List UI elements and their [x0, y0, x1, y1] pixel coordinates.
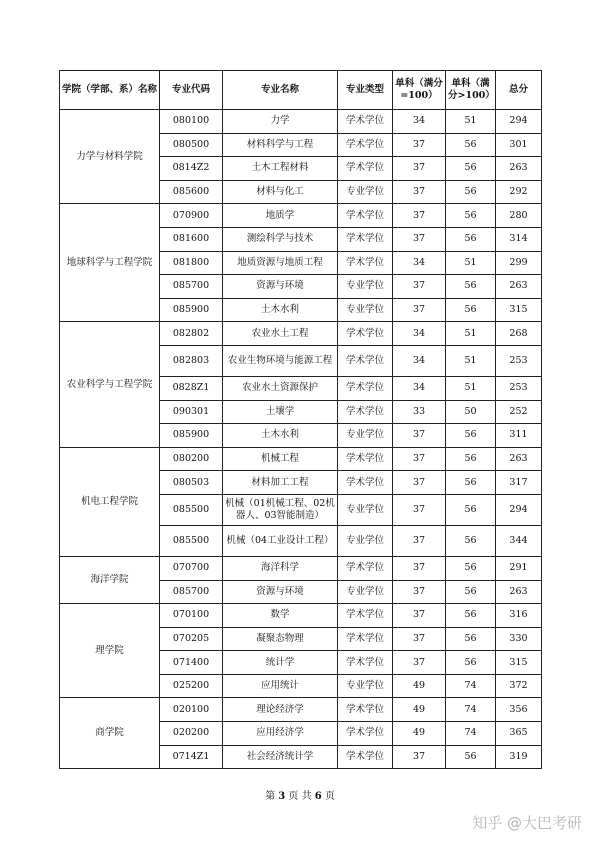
single-score-100: 34 [393, 110, 446, 134]
major-code: 085700 [160, 275, 223, 299]
major-name: 资源与环境 [223, 580, 338, 604]
major-type: 学术学位 [338, 604, 393, 628]
single-score-100: 34 [393, 322, 446, 346]
college-name: 海洋学院 [60, 556, 160, 603]
major-type: 学术学位 [338, 251, 393, 275]
score-table [59, 70, 542, 769]
total-score: 372 [496, 674, 542, 698]
single-score-100: 37 [393, 204, 446, 228]
major-name: 土木水利 [223, 298, 338, 322]
major-type: 学术学位 [338, 745, 393, 769]
major-name: 材料科学与工程 [223, 133, 338, 157]
single-score-over-100: 74 [446, 674, 496, 698]
single-score-over-100: 56 [446, 556, 496, 580]
single-score-over-100: 56 [446, 627, 496, 651]
footer-middle: 页 共 [288, 791, 312, 802]
table-row [60, 322, 542, 346]
major-code: 085900 [160, 424, 223, 448]
major-code: 085700 [160, 580, 223, 604]
major-code: 020100 [160, 698, 223, 722]
major-code: 080100 [160, 110, 223, 134]
major-type: 学术学位 [338, 556, 393, 580]
major-code: 0814Z2 [160, 157, 223, 181]
total-score: 315 [496, 651, 542, 675]
major-code: 085500 [160, 525, 223, 556]
table-row [60, 604, 542, 628]
header-type: 专业类型 [338, 71, 393, 110]
table-header-row [60, 71, 542, 110]
table-row [60, 447, 542, 471]
major-code: 080500 [160, 133, 223, 157]
single-score-over-100: 56 [446, 133, 496, 157]
single-score-over-100: 56 [446, 275, 496, 299]
single-score-100: 37 [393, 627, 446, 651]
single-score-100: 34 [393, 376, 446, 400]
total-score: 315 [496, 298, 542, 322]
major-type: 专业学位 [338, 494, 393, 525]
total-score: 317 [496, 471, 542, 495]
single-score-100: 37 [393, 424, 446, 448]
major-code: 082803 [160, 345, 223, 376]
total-score: 319 [496, 745, 542, 769]
single-score-over-100: 56 [446, 447, 496, 471]
major-name: 土木工程材料 [223, 157, 338, 181]
page-footer [0, 787, 600, 802]
single-score-100: 34 [393, 251, 446, 275]
single-score-over-100: 56 [446, 525, 496, 556]
total-score: 263 [496, 580, 542, 604]
total-score: 263 [496, 447, 542, 471]
single-score-over-100: 51 [446, 110, 496, 134]
single-score-100: 37 [393, 133, 446, 157]
major-name: 凝聚态物理 [223, 627, 338, 651]
total-score: 311 [496, 424, 542, 448]
total-score: 292 [496, 180, 542, 204]
single-score-over-100: 56 [446, 298, 496, 322]
major-code: 090301 [160, 400, 223, 424]
header-college: 学院（学部、系）名称 [60, 71, 160, 110]
college-name: 地球科学与工程学院 [60, 204, 160, 322]
header-code: 专业代码 [160, 71, 223, 110]
college-name: 农业科学与工程学院 [60, 322, 160, 447]
major-type: 学术学位 [338, 627, 393, 651]
single-score-over-100: 51 [446, 251, 496, 275]
footer-suffix: 页 [324, 791, 335, 802]
major-name: 测绘科学与技术 [223, 227, 338, 251]
single-score-100: 37 [393, 471, 446, 495]
major-type: 学术学位 [338, 376, 393, 400]
major-type: 专业学位 [338, 424, 393, 448]
total-score: 299 [496, 251, 542, 275]
single-score-100: 33 [393, 400, 446, 424]
single-score-over-100: 74 [446, 698, 496, 722]
major-name: 海洋科学 [223, 556, 338, 580]
single-score-100: 37 [393, 745, 446, 769]
watermark: 知乎 @大巴考研 [472, 814, 582, 832]
major-code: 080503 [160, 471, 223, 495]
total-score: 253 [496, 345, 542, 376]
table-row [60, 556, 542, 580]
major-type: 专业学位 [338, 674, 393, 698]
major-name: 土木水利 [223, 424, 338, 448]
single-score-100: 49 [393, 698, 446, 722]
major-name: 机械（04工业设计工程） [223, 525, 338, 556]
major-name: 材料加工工程 [223, 471, 338, 495]
major-name: 力学 [223, 110, 338, 134]
header-total: 总分 [496, 71, 542, 110]
footer-prefix: 第 [265, 791, 276, 802]
total-score: 263 [496, 157, 542, 181]
major-code: 085600 [160, 180, 223, 204]
single-score-over-100: 56 [446, 471, 496, 495]
single-score-100: 37 [393, 157, 446, 181]
single-score-100: 37 [393, 604, 446, 628]
total-score: 330 [496, 627, 542, 651]
single-score-100: 37 [393, 651, 446, 675]
single-score-over-100: 56 [446, 180, 496, 204]
total-score: 252 [496, 400, 542, 424]
major-code: 081600 [160, 227, 223, 251]
total-score: 263 [496, 275, 542, 299]
major-code: 070205 [160, 627, 223, 651]
total-score: 301 [496, 133, 542, 157]
major-code: 071400 [160, 651, 223, 675]
major-type: 学术学位 [338, 471, 393, 495]
table-row [60, 698, 542, 722]
major-type: 学术学位 [338, 651, 393, 675]
single-score-over-100: 56 [446, 604, 496, 628]
single-score-100: 37 [393, 494, 446, 525]
major-name: 应用统计 [223, 674, 338, 698]
major-type: 学术学位 [338, 345, 393, 376]
major-name: 农业生物环境与能源工程 [223, 345, 338, 376]
single-score-over-100: 50 [446, 400, 496, 424]
major-code: 080200 [160, 447, 223, 471]
major-type: 学术学位 [338, 722, 393, 746]
major-code: 085500 [160, 494, 223, 525]
major-type: 学术学位 [338, 133, 393, 157]
major-code: 085900 [160, 298, 223, 322]
major-type: 专业学位 [338, 275, 393, 299]
major-type: 学术学位 [338, 698, 393, 722]
major-code: 025200 [160, 674, 223, 698]
total-score: 294 [496, 494, 542, 525]
total-score: 280 [496, 204, 542, 228]
major-code: 070100 [160, 604, 223, 628]
major-name: 农业水土资源保护 [223, 376, 338, 400]
single-score-100: 49 [393, 674, 446, 698]
major-code: 082802 [160, 322, 223, 346]
total-score: 344 [496, 525, 542, 556]
header-single-100: 单科（满分=100） [393, 71, 446, 110]
single-score-over-100: 51 [446, 322, 496, 346]
single-score-over-100: 56 [446, 494, 496, 525]
major-code: 070900 [160, 204, 223, 228]
college-name: 商学院 [60, 698, 160, 769]
major-type: 学术学位 [338, 227, 393, 251]
major-name: 土壤学 [223, 400, 338, 424]
table-row [60, 204, 542, 228]
major-code: 0714Z1 [160, 745, 223, 769]
major-code: 070700 [160, 556, 223, 580]
total-score: 314 [496, 227, 542, 251]
single-score-over-100: 74 [446, 722, 496, 746]
single-score-over-100: 51 [446, 376, 496, 400]
single-score-over-100: 56 [446, 580, 496, 604]
single-score-100: 37 [393, 580, 446, 604]
footer-page-number: 3 [278, 791, 286, 802]
header-major: 专业名称 [223, 71, 338, 110]
table-row [60, 110, 542, 134]
total-score: 316 [496, 604, 542, 628]
single-score-over-100: 56 [446, 157, 496, 181]
single-score-100: 37 [393, 447, 446, 471]
single-score-100: 49 [393, 722, 446, 746]
major-type: 学术学位 [338, 157, 393, 181]
major-name: 机械工程 [223, 447, 338, 471]
single-score-100: 37 [393, 298, 446, 322]
single-score-over-100: 56 [446, 651, 496, 675]
single-score-100: 37 [393, 227, 446, 251]
major-type: 专业学位 [338, 180, 393, 204]
single-score-over-100: 56 [446, 204, 496, 228]
major-name: 材料与化工 [223, 180, 338, 204]
college-name: 力学与材料学院 [60, 110, 160, 204]
major-type: 学术学位 [338, 204, 393, 228]
header-single-over-100: 单科（满分>100） [446, 71, 496, 110]
total-score: 253 [496, 376, 542, 400]
major-name: 统计学 [223, 651, 338, 675]
single-score-over-100: 56 [446, 227, 496, 251]
major-name: 资源与环境 [223, 275, 338, 299]
major-code: 020200 [160, 722, 223, 746]
major-code: 0828Z1 [160, 376, 223, 400]
single-score-over-100: 56 [446, 424, 496, 448]
major-name: 理论经济学 [223, 698, 338, 722]
major-type: 专业学位 [338, 525, 393, 556]
total-score: 356 [496, 698, 542, 722]
total-score: 268 [496, 322, 542, 346]
major-name: 地质学 [223, 204, 338, 228]
single-score-100: 37 [393, 525, 446, 556]
major-name: 数学 [223, 604, 338, 628]
total-score: 291 [496, 556, 542, 580]
single-score-100: 37 [393, 275, 446, 299]
major-type: 学术学位 [338, 322, 393, 346]
major-type: 专业学位 [338, 298, 393, 322]
single-score-over-100: 51 [446, 345, 496, 376]
major-name: 应用经济学 [223, 722, 338, 746]
total-score: 365 [496, 722, 542, 746]
major-name: 农业水土工程 [223, 322, 338, 346]
major-name: 社会经济统计学 [223, 745, 338, 769]
footer-total-pages: 6 [314, 791, 322, 802]
single-score-100: 37 [393, 180, 446, 204]
single-score-over-100: 56 [446, 745, 496, 769]
major-type: 学术学位 [338, 400, 393, 424]
total-score: 294 [496, 110, 542, 134]
major-type: 学术学位 [338, 110, 393, 134]
major-name: 机械（01机械工程、02机器人、03智能制造） [223, 494, 338, 525]
major-type: 专业学位 [338, 580, 393, 604]
major-type: 学术学位 [338, 447, 393, 471]
major-code: 081800 [160, 251, 223, 275]
college-name: 理学院 [60, 604, 160, 698]
major-name: 地质资源与地质工程 [223, 251, 338, 275]
single-score-100: 34 [393, 345, 446, 376]
table-body [60, 110, 542, 769]
single-score-100: 37 [393, 556, 446, 580]
college-name: 机电工程学院 [60, 447, 160, 556]
